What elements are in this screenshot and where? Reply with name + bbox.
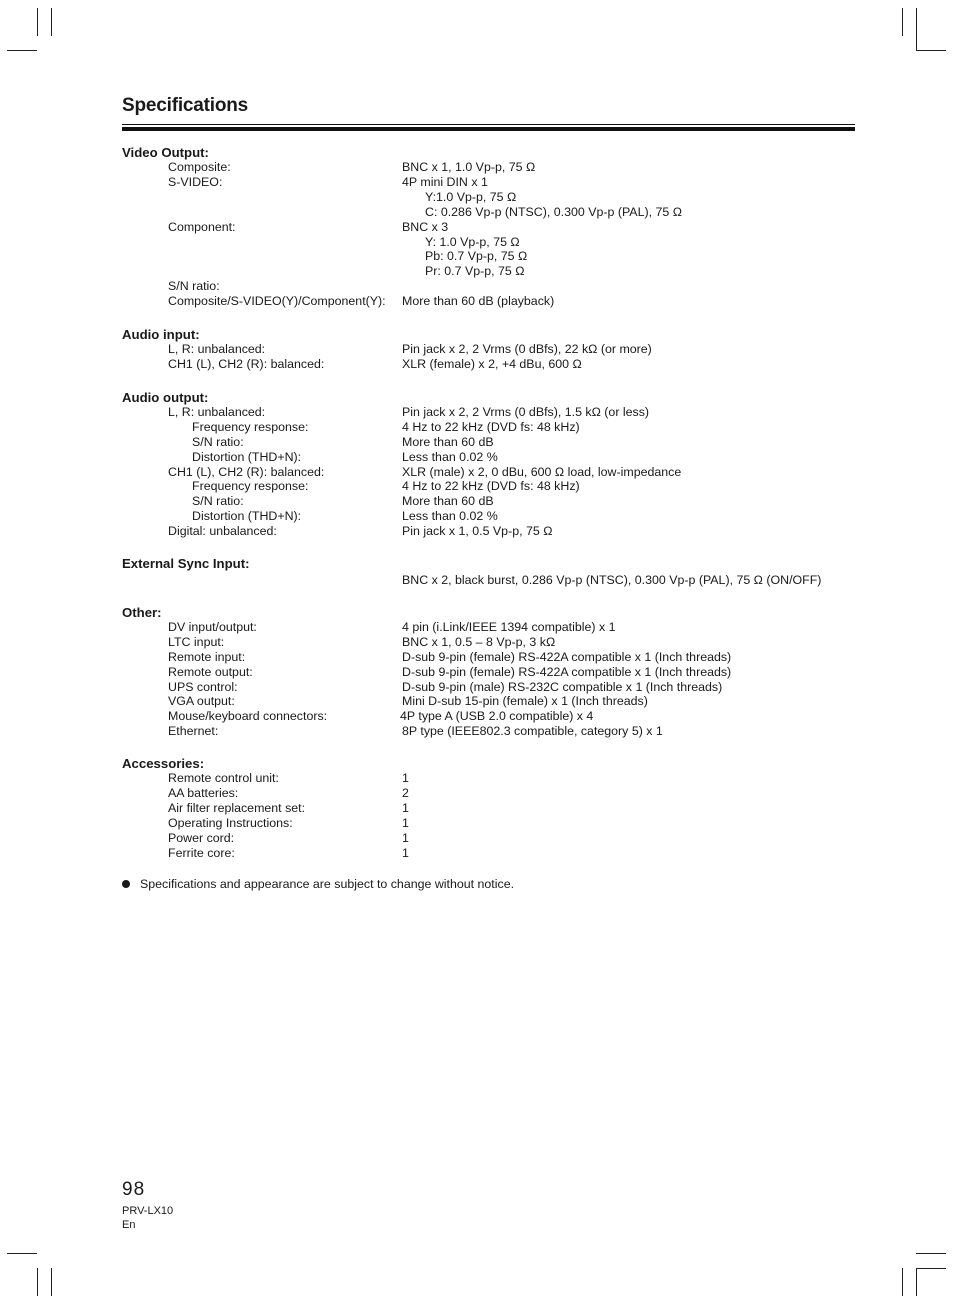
- spec-row: [0, 831, 954, 846]
- title-rule-thin: [122, 124, 855, 125]
- spec-value: 1: [402, 771, 409, 786]
- spec-label: Operating Instructions:: [168, 815, 293, 830]
- crop-mark: [37, 1268, 38, 1296]
- spec-value: Pin jack x 2, 2 Vrms (0 dBfs), 1.5 kΩ (or less): [402, 404, 650, 419]
- bullet-icon: [122, 880, 130, 888]
- section-title: Other:: [122, 604, 162, 620]
- spec-value: Less than 0.02 %: [402, 449, 498, 464]
- spec-label: Component:: [168, 219, 236, 234]
- spec-label: [0, 264, 402, 279]
- spec-label: L, R: unbalanced:: [168, 342, 266, 357]
- spec-value: 1: [402, 815, 409, 830]
- spec-row: [0, 205, 954, 220]
- spec-label: CH1 (L), CH2 (R): balanced:: [168, 464, 325, 479]
- spec-row: [0, 465, 954, 480]
- spec-row: [0, 220, 954, 235]
- section-external-sync-input: [0, 556, 954, 588]
- spec-value: BNC x 3: [402, 219, 449, 234]
- spec-row: [0, 357, 954, 372]
- section-title: Video Output:: [122, 145, 209, 160]
- section-title: Audio output:: [122, 389, 209, 405]
- spec-value: More than 60 dB: [402, 434, 494, 449]
- spec-label: Distortion (THD+N):: [192, 449, 302, 464]
- section-audio-output: [0, 390, 954, 539]
- spec-label: [0, 190, 402, 205]
- spec-label: Air filter replacement set:: [168, 801, 306, 815]
- footer-model: [122, 1204, 173, 1232]
- crop-mark: [51, 1268, 52, 1296]
- crop-mark: [916, 1268, 946, 1269]
- spec-value: 4 Hz to 22 kHz (DVD fs: 48 kHz): [402, 419, 580, 434]
- spec-value: BNC x 1, 1.0 Vp-p, 75 Ω: [402, 160, 536, 174]
- spec-label: Power cord:: [168, 830, 235, 845]
- section-video-output: [0, 145, 954, 309]
- spec-row: [0, 420, 954, 435]
- spec-value: Pr: 0.7 Vp-p, 75 Ω: [425, 264, 525, 279]
- section-audio-input: [0, 327, 954, 372]
- spec-row: [0, 479, 954, 494]
- footnote: [0, 877, 954, 892]
- spec-row: [0, 264, 954, 279]
- footnote-text: Specifications and appearance are subject to change without notice.: [140, 876, 515, 891]
- spec-label: Composite/S-VIDEO(Y)/Component(Y):: [168, 294, 386, 309]
- spec-label: Distortion (THD+N):: [192, 509, 302, 524]
- spec-row: [0, 709, 954, 724]
- spec-row: [0, 620, 954, 635]
- spec-row: [0, 573, 954, 588]
- spec-label: Ethernet:: [168, 724, 219, 739]
- spec-row: [0, 279, 954, 294]
- spec-value: 4P mini DIN x 1: [402, 174, 488, 189]
- spec-content: [0, 145, 954, 892]
- spec-value: 1: [402, 830, 409, 845]
- section-other: [0, 605, 954, 739]
- spec-label: Frequency response:: [192, 479, 309, 494]
- spec-row: [0, 665, 954, 680]
- section-title: Accessories:: [122, 756, 205, 772]
- spec-row: [0, 435, 954, 450]
- spec-value: 1: [402, 801, 409, 815]
- spec-row: [0, 694, 954, 709]
- spec-label: Remote control unit:: [168, 771, 279, 786]
- spec-row: [0, 190, 954, 205]
- language-code: En: [122, 1219, 136, 1231]
- crop-mark: [7, 50, 37, 51]
- crop-mark: [916, 1268, 917, 1296]
- spec-label: VGA output:: [168, 694, 235, 709]
- crop-mark: [902, 1268, 903, 1296]
- spec-label: [0, 573, 402, 588]
- spec-label: S-VIDEO:: [168, 174, 223, 189]
- spec-label: [0, 235, 402, 250]
- section-title: External Sync Input:: [122, 556, 250, 572]
- spec-row: [0, 771, 954, 786]
- spec-row: [0, 509, 954, 524]
- spec-value: D-sub 9-pin (female) RS-422A compatible x 1 (Inch threads): [402, 649, 732, 664]
- spec-value: XLR (male) x 2, 0 dBu, 600 Ω load, low-impedance: [402, 464, 682, 479]
- spec-row: [0, 724, 954, 739]
- spec-value: Mini D-sub 15-pin (female) x 1 (Inch threads): [402, 694, 648, 709]
- spec-value: Pb: 0.7 Vp-p, 75 Ω: [425, 249, 528, 264]
- spec-label: CH1 (L), CH2 (R): balanced:: [168, 356, 325, 371]
- spec-label: S/N ratio:: [168, 279, 220, 294]
- spec-value: D-sub 9-pin (female) RS-422A compatible x 1 (Inch threads): [402, 664, 732, 679]
- page-number: 98: [122, 1179, 146, 1200]
- spec-label: Composite:: [168, 160, 231, 174]
- spec-label: Remote input:: [168, 649, 246, 664]
- spec-label: UPS control:: [168, 679, 238, 694]
- spec-row: [0, 816, 954, 831]
- title-rule-thick: [122, 127, 855, 131]
- section-title: Audio input:: [122, 327, 200, 343]
- spec-row: [0, 786, 954, 801]
- spec-value: More than 60 dB: [402, 494, 494, 509]
- spec-label: [0, 249, 402, 264]
- spec-value: BNC x 1, 0.5 – 8 Vp-p, 3 kΩ: [402, 634, 556, 649]
- spec-row: [0, 294, 954, 309]
- spec-label: Mouse/keyboard connectors:: [168, 709, 328, 724]
- spec-label: DV input/output:: [168, 619, 257, 634]
- spec-value: Pin jack x 1, 0.5 Vp-p, 75 Ω: [402, 524, 553, 539]
- spec-value: C: 0.286 Vp-p (NTSC), 0.300 Vp-p (PAL), 75 Ω: [425, 204, 682, 219]
- spec-value: BNC x 2, black burst, 0.286 Vp-p (NTSC), 0.300 Vp-p (PAL), 75 Ω (ON/OFF): [402, 573, 822, 588]
- spec-row: [0, 450, 954, 465]
- spec-label: Ferrite core:: [168, 845, 235, 860]
- spec-value: 8P type (IEEE802.3 compatible, category 5) x 1: [402, 724, 663, 739]
- spec-value: D-sub 9-pin (male) RS-232C compatible x 1 (Inch threads): [402, 679, 723, 694]
- spec-value: More than 60 dB (playback): [402, 294, 555, 309]
- crop-mark: [902, 8, 903, 36]
- spec-row: [0, 801, 954, 816]
- page-title: Specifications: [122, 95, 249, 116]
- spec-label: Frequency response:: [192, 419, 309, 434]
- spec-row: [0, 249, 954, 264]
- crop-mark: [916, 1253, 946, 1254]
- spec-value: Y: 1.0 Vp-p, 75 Ω: [425, 234, 520, 249]
- spec-row: [0, 680, 954, 695]
- spec-row: [0, 160, 954, 175]
- crop-mark: [916, 8, 917, 50]
- spec-label: LTC input:: [168, 634, 225, 649]
- crop-mark: [51, 8, 52, 36]
- spec-label: S/N ratio:: [192, 494, 244, 509]
- spec-value: 1: [402, 845, 409, 860]
- model-name: PRV-LX10: [122, 1205, 174, 1217]
- spec-value: 4P type A (USB 2.0 compatible) x 4: [400, 709, 594, 724]
- spec-label: S/N ratio:: [192, 434, 244, 449]
- spec-row: [0, 635, 954, 650]
- spec-label: [0, 205, 402, 220]
- spec-label: Digital: unbalanced:: [168, 524, 277, 539]
- spec-value: Pin jack x 2, 2 Vrms (0 dBfs), 22 kΩ (or more): [402, 342, 652, 357]
- spec-value: 4 Hz to 22 kHz (DVD fs: 48 kHz): [402, 479, 580, 494]
- spec-row: [0, 405, 954, 420]
- crop-mark: [37, 8, 38, 36]
- spec-row: [0, 342, 954, 357]
- spec-row: [0, 524, 954, 539]
- crop-mark: [7, 1253, 37, 1254]
- spec-label: AA batteries:: [168, 786, 239, 801]
- spec-value: XLR (female) x 2, +4 dBu, 600 Ω: [402, 356, 582, 371]
- spec-value: 2: [402, 786, 409, 801]
- spec-value: Y:1.0 Vp-p, 75 Ω: [425, 189, 517, 204]
- spec-label: Remote output:: [168, 664, 253, 679]
- section-accessories: [0, 756, 954, 860]
- spec-row: [0, 494, 954, 509]
- crop-mark: [916, 50, 946, 51]
- spec-value: 4 pin (i.Link/IEEE 1394 compatible) x 1: [402, 619, 616, 634]
- spec-row: [0, 846, 954, 861]
- spec-label: L, R: unbalanced:: [168, 404, 266, 419]
- spec-row: [0, 175, 954, 190]
- spec-row: [0, 235, 954, 250]
- spec-value: Less than 0.02 %: [402, 509, 498, 524]
- spec-row: [0, 650, 954, 665]
